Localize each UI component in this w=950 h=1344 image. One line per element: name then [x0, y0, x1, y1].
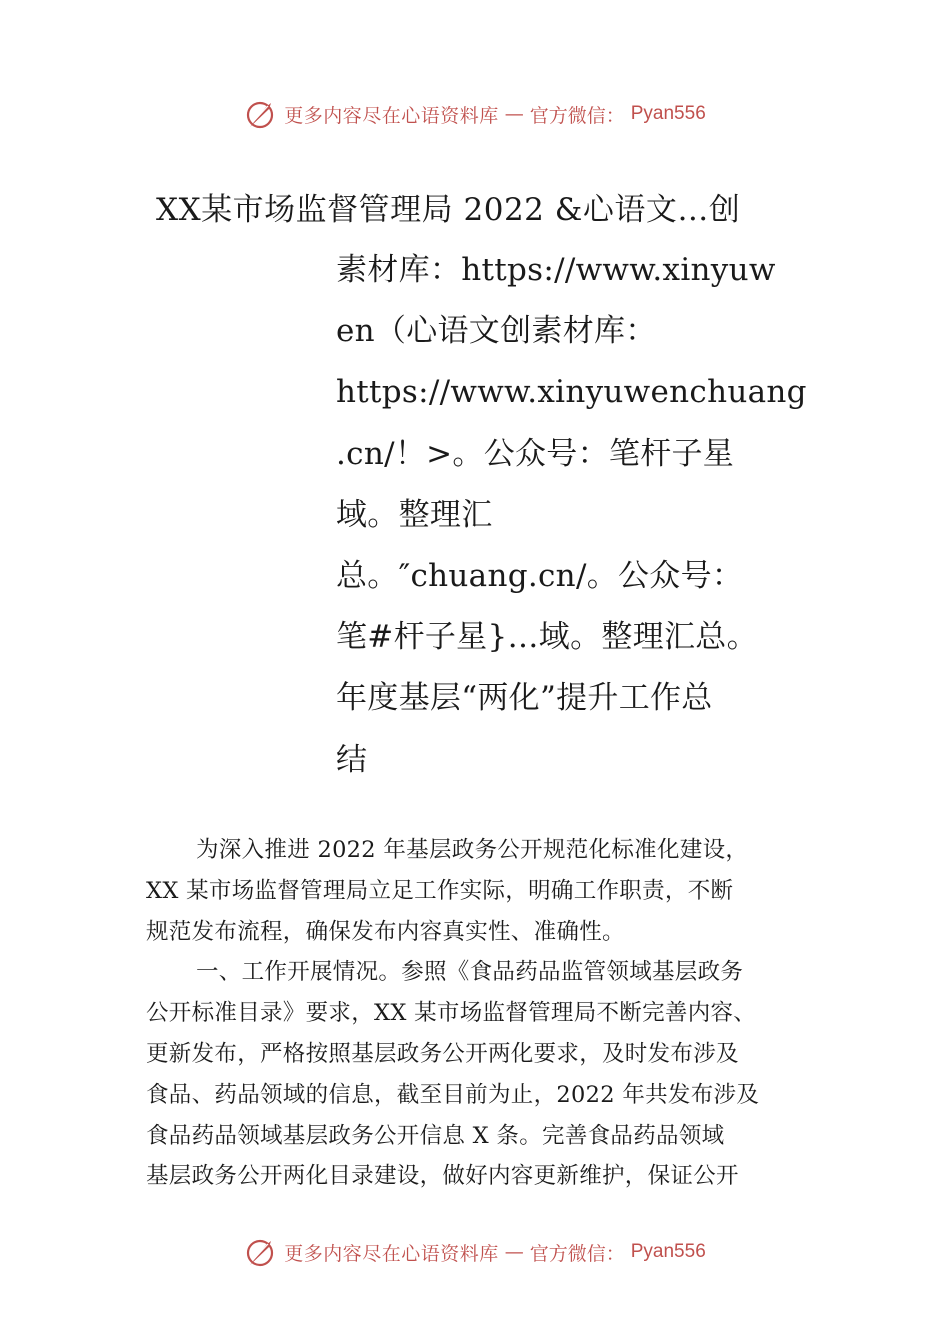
- title-line: https://www.xinyuwenchuang: [336, 374, 807, 411]
- banner-wechat-id: Pyan556: [630, 103, 706, 124]
- body-line: 一、工作开展情况。参照《食品药品监管领域基层政务: [196, 959, 744, 986]
- body-line: 基层政务公开两化目录建设，做好内容更新维护，保证公开: [146, 1163, 739, 1190]
- banner-separator: —: [504, 1241, 524, 1263]
- body-line: 公开标准目录》要求，XX 某市场监督管理局不断完善内容、: [146, 1000, 757, 1027]
- header-banner: [0, 94, 950, 134]
- banner-text: 更多内容尽在心语资料库: [284, 104, 499, 127]
- title-line: 年度基层“两化”提升工作总: [336, 680, 713, 717]
- title-line: en（心语文创素材库：: [336, 313, 657, 350]
- body-line: 为深入推进 2022 年基层政务公开规范化标准化建设，: [196, 837, 749, 863]
- title-line: 总。″chuang.cn/。公众号：: [336, 557, 744, 594]
- title-line: 笔#杆子星}…域。整理汇总。: [336, 619, 758, 656]
- pen-in-circle-logo-icon: [244, 1235, 278, 1269]
- title-line: .cn/！>。公众号：笔杆子星: [336, 435, 735, 472]
- document-title-continuation: [336, 240, 807, 791]
- document-title-line-1: XX某市场监督管理局 2022 &心语文…创: [156, 192, 741, 228]
- pen-in-circle-logo-icon: [244, 97, 278, 131]
- title-line: 素材库：https://www.xinyuw: [336, 252, 776, 288]
- body-line: 食品药品领域基层政务公开信息 X 条。完善食品药品领域: [146, 1122, 725, 1149]
- body-line: 食品、药品领域的信息，截至目前为止，2022 年共发布涉及: [146, 1081, 760, 1108]
- banner-wechat-label: 官方微信：: [529, 104, 625, 127]
- banner-separator: —: [504, 103, 524, 125]
- body-line: 规范发布流程，确保发布内容真实性、准确性。: [146, 918, 625, 945]
- body-line: XX 某市场监督管理局立足工作实际，明确工作职责，不断: [146, 877, 734, 904]
- title-line: 域。整理汇: [336, 496, 493, 533]
- banner-wechat-label: 官方微信：: [529, 1242, 625, 1265]
- body-line: 更新发布，严格按照基层政务公开两化要求，及时发布涉及: [146, 1040, 739, 1067]
- footer-banner: [0, 1232, 950, 1272]
- banner-wechat-id: Pyan556: [630, 1241, 706, 1262]
- document-body: [146, 830, 808, 1197]
- title-line: 结: [336, 741, 368, 778]
- banner-text: 更多内容尽在心语资料库: [284, 1242, 499, 1265]
